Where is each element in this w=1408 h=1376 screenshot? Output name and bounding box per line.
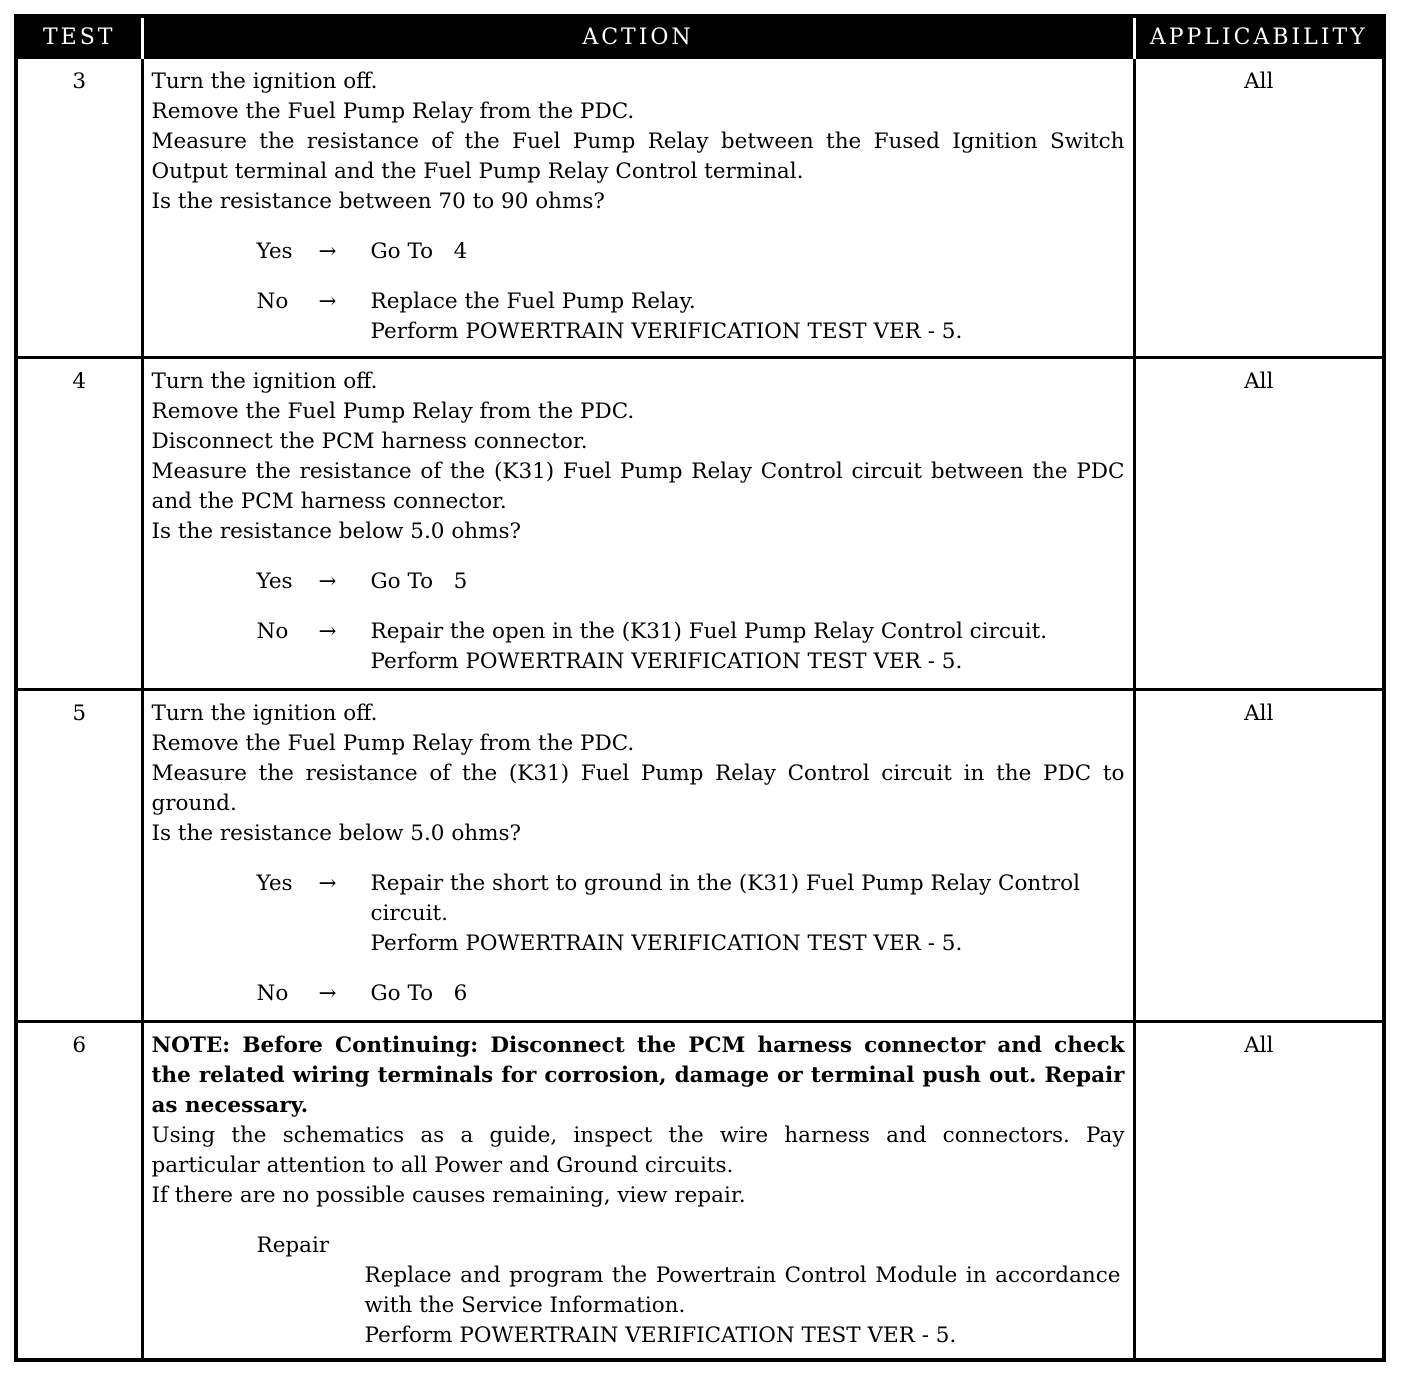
no-result	[371, 287, 1125, 347]
yes-branch	[257, 869, 1125, 959]
header-row	[18, 18, 1382, 58]
no-label: No	[256, 619, 289, 644]
test-table	[18, 18, 1382, 1358]
action-step: If there are no possible causes remaining, view repair.	[151, 1183, 746, 1208]
header-applicability: APPLICABILITY	[1134, 18, 1382, 58]
yes-result	[371, 237, 1125, 267]
yes-result-line: Repair the short to ground in the (K31) Fuel Pump Relay Control circuit.	[370, 871, 1080, 926]
action-step: Turn the ignition off.	[151, 369, 378, 394]
yes-result-line: Go To 5	[370, 569, 468, 594]
test-number: 3	[18, 58, 142, 358]
yes-label: Yes	[256, 239, 293, 264]
repair-line: Perform POWERTRAIN VERIFICATION TEST VER - 5.	[364, 1323, 957, 1348]
action-question: Is the resistance below 5.0 ohms?	[151, 519, 522, 544]
arrow-right-icon: →	[318, 981, 337, 1006]
test-number: 4	[18, 358, 142, 690]
no-branch	[257, 979, 1125, 1009]
action-step: Remove the Fuel Pump Relay from the PDC.	[151, 731, 635, 756]
no-result-line: Go To 6	[370, 981, 468, 1006]
test-row-3	[18, 58, 1382, 358]
test-row-6	[18, 1022, 1382, 1359]
arrow-right-icon: →	[318, 239, 337, 264]
applicability: All	[1134, 358, 1382, 690]
action-step: Measure the resistance of the (K31) Fuel Pump Relay Control circuit between the PDC and the PCM harness connector.	[151, 459, 1125, 514]
yes-label: Yes	[256, 569, 293, 594]
no-result-line: Perform POWERTRAIN VERIFICATION TEST VER - 5.	[370, 649, 963, 674]
arrow-right-icon: →	[318, 619, 337, 644]
action-step: Using the schematics as a guide, inspect the wire harness and connectors. Pay particular attention to all Power and Ground circuits.	[151, 1123, 1125, 1178]
action-cell	[142, 358, 1134, 690]
action-question: Is the resistance between 70 to 90 ohms?	[151, 189, 605, 214]
test-number: 6	[18, 1022, 142, 1359]
yes-label: Yes	[256, 871, 293, 896]
yes-result-line: Go To 4	[370, 239, 468, 264]
action-step: Measure the resistance of the (K31) Fuel Pump Relay Control circuit in the PDC to ground.	[151, 761, 1125, 816]
no-branch	[257, 287, 1125, 347]
applicability: All	[1134, 1022, 1382, 1359]
diagnostic-test-table	[14, 14, 1386, 1362]
no-result-line: Repair the open in the (K31) Fuel Pump Relay Control circuit.	[370, 619, 1048, 644]
action-cell	[142, 1022, 1134, 1359]
header-action: ACTION	[142, 18, 1134, 58]
applicability: All	[1134, 690, 1382, 1022]
test-number: 5	[18, 690, 142, 1022]
action-step: Remove the Fuel Pump Relay from the PDC.	[151, 99, 635, 124]
no-branch	[257, 617, 1125, 677]
yes-result-line: Perform POWERTRAIN VERIFICATION TEST VER - 5.	[370, 931, 963, 956]
action-step: Remove the Fuel Pump Relay from the PDC.	[151, 399, 635, 424]
header-test: TEST	[18, 18, 142, 58]
action-step: Disconnect the PCM harness connector.	[151, 429, 588, 454]
repair-result	[365, 1261, 1125, 1351]
no-result-line: Perform POWERTRAIN VERIFICATION TEST VER - 5.	[370, 319, 963, 344]
applicability: All	[1134, 58, 1382, 358]
yes-result	[371, 869, 1125, 959]
yes-branch	[257, 567, 1125, 597]
arrow-right-icon: →	[318, 871, 337, 896]
arrow-right-icon: →	[318, 289, 337, 314]
yes-result	[371, 567, 1125, 597]
no-result	[371, 617, 1125, 677]
test-row-5	[18, 690, 1382, 1022]
no-label: No	[256, 289, 289, 314]
repair-line: Replace and program the Powertrain Control Module in accordance with the Service Information.	[364, 1263, 1121, 1318]
action-step: Measure the resistance of the Fuel Pump Relay between the Fused Ignition Switch Output terminal and the Fuel Pump Relay Control terminal.	[151, 129, 1125, 184]
note-text: NOTE: Before Continuing: Disconnect the PCM harness connector and check the related wiring terminals for corrosion, damage or terminal push out. Repair as necessary.	[151, 1033, 1125, 1118]
test-row-4	[18, 358, 1382, 690]
repair-label: Repair	[256, 1233, 330, 1258]
arrow-right-icon: →	[318, 569, 337, 594]
action-cell	[142, 690, 1134, 1022]
no-label: No	[256, 981, 289, 1006]
action-question: Is the resistance below 5.0 ohms?	[151, 821, 522, 846]
no-result-line: Replace the Fuel Pump Relay.	[370, 289, 696, 314]
action-cell	[142, 58, 1134, 358]
yes-branch	[257, 237, 1125, 267]
no-result	[371, 979, 1125, 1009]
action-step: Turn the ignition off.	[151, 701, 378, 726]
action-step: Turn the ignition off.	[151, 69, 378, 94]
